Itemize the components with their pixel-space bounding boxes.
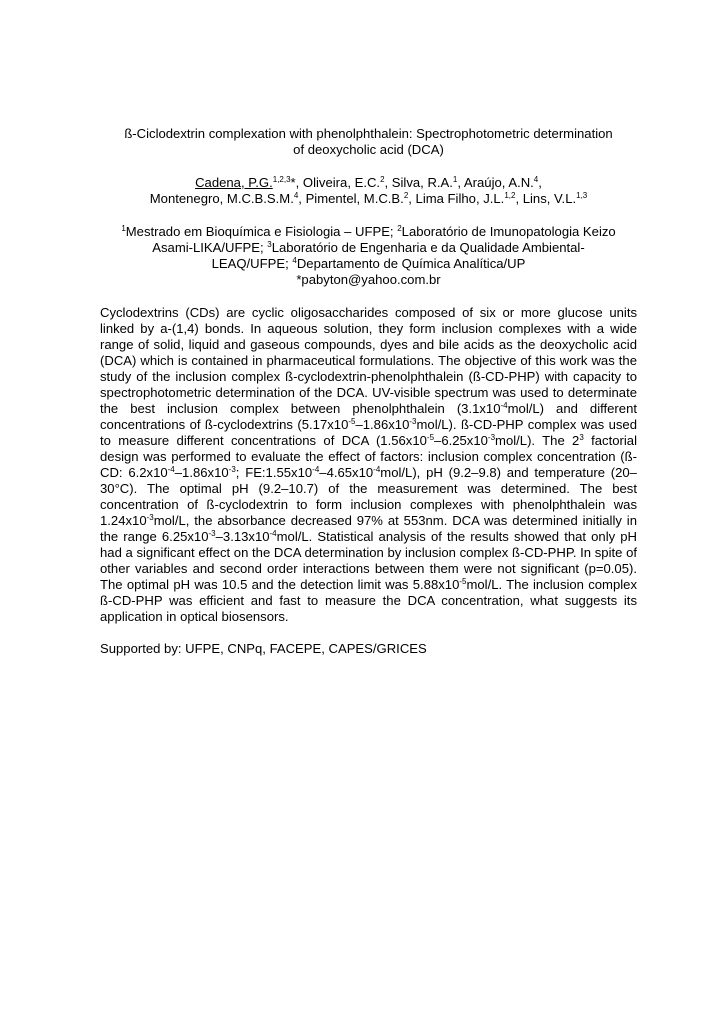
- affiliation-sup: 4: [292, 256, 297, 265]
- corresponding-mark: *: [290, 175, 296, 190]
- exponent: -3: [228, 465, 236, 474]
- abstract-text: ; FE:1.55x10: [235, 465, 313, 480]
- affiliation-line-2: [100, 240, 637, 256]
- author-sup: 2: [380, 175, 385, 184]
- exponent: -3: [487, 433, 496, 442]
- exponent: -3: [208, 529, 216, 538]
- abstract-text: factorial design was performed to evaluate the effect of factors: inclusion complex concentration (ß-CD: 6.2x10: [100, 433, 637, 480]
- exponent: -3: [409, 417, 417, 426]
- affiliation: Departamento de Química Analítica/UP: [296, 256, 526, 271]
- exponent: -4: [500, 401, 508, 410]
- title-line-1: ß-Ciclodextrin complexation with phenolphthalein: Spectrophotometric determination: [124, 126, 613, 141]
- affiliation: Mestrado em Bioquímica e Fisiologia – UFPE;: [125, 224, 398, 239]
- affiliation: Laboratório de Imunopatologia Keizo: [401, 224, 616, 239]
- title-line-2: of deoxycholic acid (DCA): [293, 142, 444, 157]
- author: , Lins, V.L.: [515, 191, 577, 206]
- abstract-text: mol/L. Statistical analysis of the results showed that only pH had a significant effect on the DCA determination by inclusion complex ß-CD-PHP. In spite of other variables and second order interactions between them were not significant (p=0.05). The optimal pH was 10.5 and the detection limit was 5.88x10: [100, 529, 637, 592]
- author: , Araújo, A.N.: [457, 175, 534, 190]
- abstract-text: mol/L). ß-CD-PHP complex was used to measure different concentrations of DCA (1.56x10: [100, 417, 637, 448]
- abstract-text: Cyclodextrins (CDs) are cyclic oligosaccharides composed of six or more glucose units linked by a-(1,4) bonds. In aqueous solution, they form inclusion complexes with a wide range of solid, liquid and gaseous compounds, dyes and bile acids as the deoxycholic acid (DCA) which is contained in pharmaceutical formulations. The objective of this work was the study of the inclusion complex ß-cyclodextrin-phenolphthalein (ß-CD-PHP) with capacity to spectrophotometric determination of the DCA. UV-visible spectrum was used to determinate the best inclusion complex between phenolphthalein (3.1x10: [100, 305, 637, 416]
- affiliation: LEAQ/UFPE;: [211, 256, 293, 271]
- author-sup: 2: [403, 191, 409, 200]
- exponent: -4: [269, 529, 277, 538]
- abstract-text: –6.25x10: [434, 433, 488, 448]
- abstract-text: –1.86x10: [174, 465, 229, 480]
- affiliation-line-3: [100, 256, 637, 272]
- exponent: -5: [348, 417, 356, 426]
- affiliation: Asami-LIKA/UFPE;: [152, 240, 268, 255]
- exponent: -4: [312, 465, 320, 474]
- abstract-text: mol/L). The 2: [495, 433, 580, 448]
- abstract-text: mol/L. The inclusion complex ß-CD-PHP was efficient and fast to measure the DCA concentration, what suggests its application in optical biosensors.: [100, 577, 637, 624]
- author-sup: 4: [293, 191, 299, 200]
- abstract-text: mol/L), pH (9.2–9.8) and temperature (20–30°C). The optimal pH (9.2–10.7) of the measurement was determined. The best concentration of ß-cyclodextrin to form inclusion complexes with phenolphthalein was 1.24x10: [100, 465, 637, 528]
- author-sup: 1: [452, 175, 458, 184]
- author-line-1: [100, 175, 637, 191]
- exponent: -5: [459, 577, 467, 586]
- paper-title: [100, 126, 637, 158]
- exponent: -5: [426, 433, 435, 442]
- author-separator: ,: [538, 175, 542, 190]
- author-sup: 1,3: [576, 191, 588, 200]
- affiliation-sup: 3: [267, 240, 272, 249]
- contact-email: *pabyton@yahoo.com.br: [296, 272, 441, 287]
- exponent: -4: [373, 465, 381, 474]
- abstract-text: –1.86x10: [355, 417, 410, 432]
- author: , Silva, R.A.: [384, 175, 453, 190]
- abstract-page: [100, 126, 637, 657]
- funding-statement: Supported by: UFPE, CNPq, FACEPE, CAPES/GRICES: [100, 641, 427, 656]
- author-sup: 1,2: [504, 191, 516, 200]
- exponent: 3: [579, 433, 584, 442]
- exponent: -3: [146, 513, 154, 522]
- abstract-body: [100, 305, 637, 625]
- exponent: -4: [167, 465, 175, 474]
- author-list: [100, 175, 637, 207]
- presenting-author: Cadena, P.G.: [195, 175, 273, 190]
- author: , Oliveira, E.C.: [295, 175, 381, 190]
- abstract-text: mol/L, the absorbance decreased 97% at 553nm. DCA was determined initially in the range 6.25x10: [100, 513, 637, 544]
- author: , Pimentel, M.C.B.: [298, 191, 404, 206]
- abstract-text: mol/L) and different concentrations of ß-cyclodextrins (5.17x10: [100, 401, 637, 432]
- author-line-2: [100, 191, 637, 207]
- author-sup: 1,2,3: [272, 175, 291, 184]
- affiliation-sup: 1: [121, 224, 126, 233]
- abstract-text: –4.65x10: [319, 465, 374, 480]
- abstract-text: –3.13x10: [215, 529, 270, 544]
- affiliation-line-1: [100, 224, 637, 240]
- author: , Lima Filho, J.L.: [408, 191, 505, 206]
- affiliation-sup: 2: [397, 224, 402, 233]
- author-sup: 4: [533, 175, 539, 184]
- affiliation: Laboratório de Engenharia e da Qualidade Ambiental-: [271, 240, 585, 255]
- author: Montenegro, M.C.B.S.M.: [149, 191, 294, 206]
- affiliations: [100, 224, 637, 288]
